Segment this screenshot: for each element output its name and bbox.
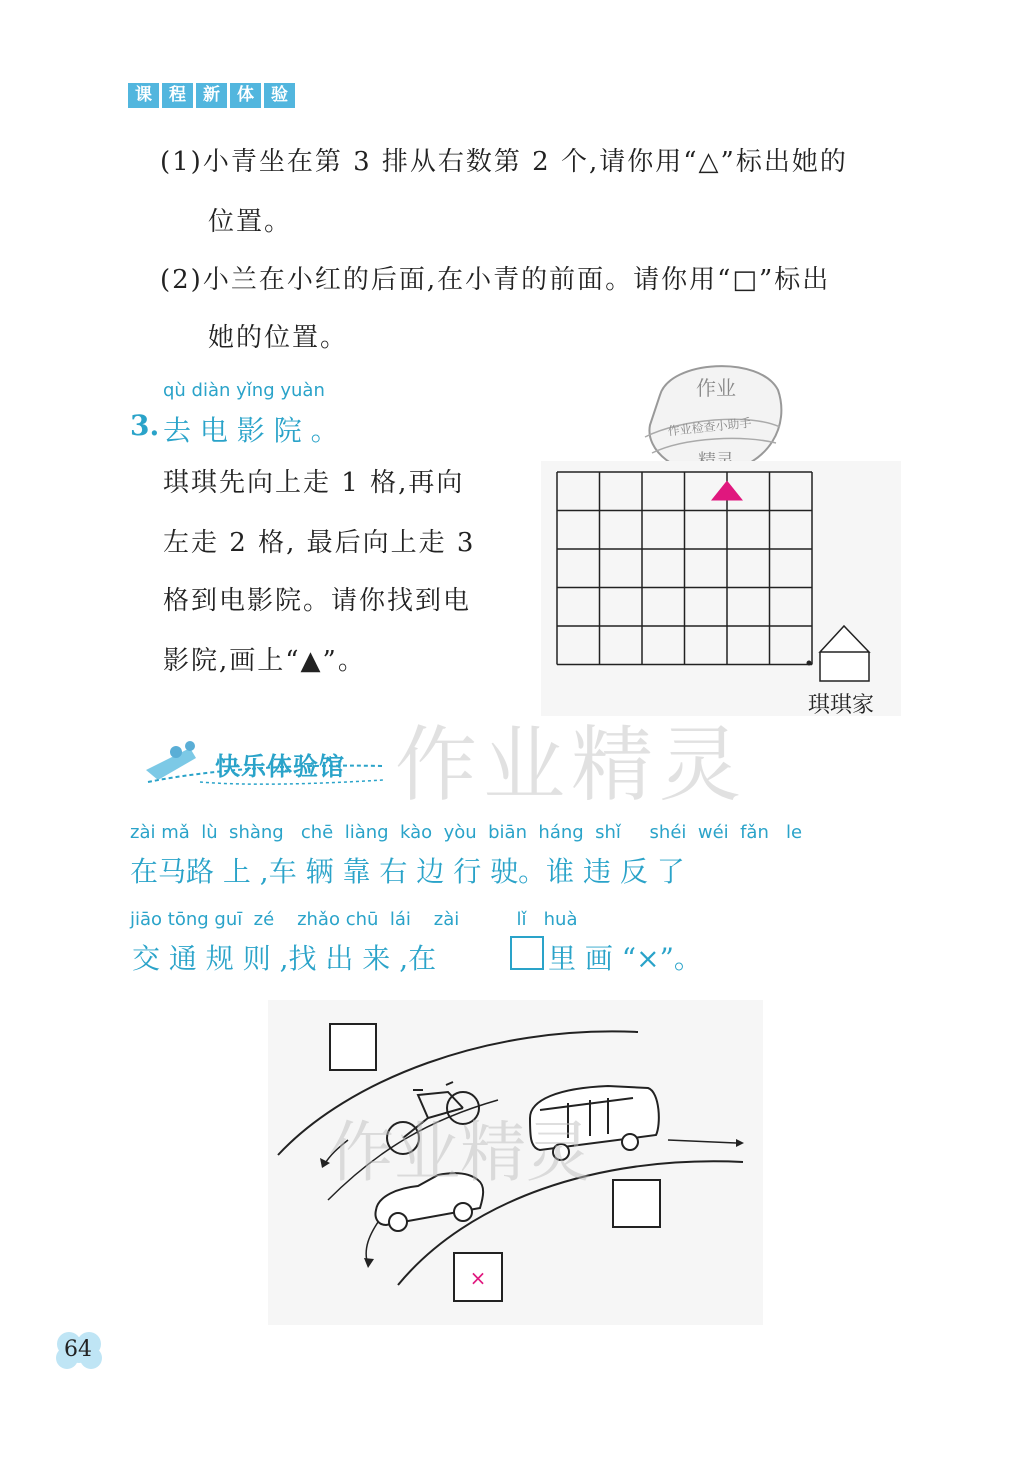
header-char: 新	[196, 83, 227, 108]
stamp-line1: 作业	[696, 376, 736, 400]
q1-line1: (1)小青坐在第 3 排从右数第 2 个,请你用“△”标出她的	[160, 147, 848, 177]
header-char: 体	[230, 83, 261, 108]
right-arrow-icon	[668, 1140, 736, 1143]
grid-lines	[557, 472, 812, 665]
answer-box-icon	[510, 936, 544, 970]
house-icon	[820, 626, 869, 681]
q3-body-line: 格到电影院。请你找到电	[163, 586, 472, 616]
header-char: 程	[162, 83, 193, 108]
start-dot	[807, 661, 812, 666]
traffic-line-1: 在马路 上 ,车 辆 靠 右 边 行 驶。谁 违 反 了	[130, 855, 685, 888]
q3-number: 3.	[130, 409, 160, 442]
q1-line2: 位置。	[208, 207, 293, 237]
q3-body-line: 左走 2 格, 最后向上走 3	[163, 528, 476, 558]
traffic-line-2b: 里 画 “×”。	[548, 942, 702, 975]
answer-mark: ×	[469, 1266, 487, 1290]
header-char: 验	[264, 83, 295, 108]
traffic-pinyin-2: jiāo tōng guī zé zhǎo chū lái zài lǐ huà	[130, 909, 578, 930]
watermark: 作业精灵	[395, 718, 748, 813]
q3-title: 去 电 影 院 。	[163, 414, 339, 447]
cinema-triangle-marker	[711, 481, 743, 501]
watermark-scene: 作业精灵	[328, 1114, 592, 1191]
q2-line1: (2)小兰在小红的后面,在小青的前面。请你用“□”标出	[160, 265, 831, 295]
section-title: 快乐体验馆	[215, 752, 346, 781]
traffic-line-2a: 交 通 规 则 ,找 出 来 ,在	[132, 942, 437, 975]
stamp-line2: 作业检查小助手	[667, 415, 753, 439]
answer-box-right[interactable]	[613, 1180, 660, 1227]
q3-body-line: 琪琪先向上走 1 格,再向	[163, 468, 465, 498]
q2-line2: 她的位置。	[208, 323, 349, 353]
cinema-grid	[552, 468, 902, 718]
home-label: 琪琪家	[808, 693, 875, 718]
traffic-pinyin-1: zài mǎ lù shàng chē liàng kào yòu biān háng shǐ shéi wéi fǎn le	[130, 822, 803, 843]
header-tag	[128, 83, 295, 108]
page-number: 64	[64, 1337, 92, 1362]
answer-box-top[interactable]	[330, 1024, 376, 1070]
header-char: 课	[128, 83, 159, 108]
q3-body-line: 影院,画上“▲”。	[163, 646, 366, 676]
q3-pinyin: qù diàn yǐng yuàn	[163, 380, 325, 401]
road-scene	[268, 1000, 763, 1325]
